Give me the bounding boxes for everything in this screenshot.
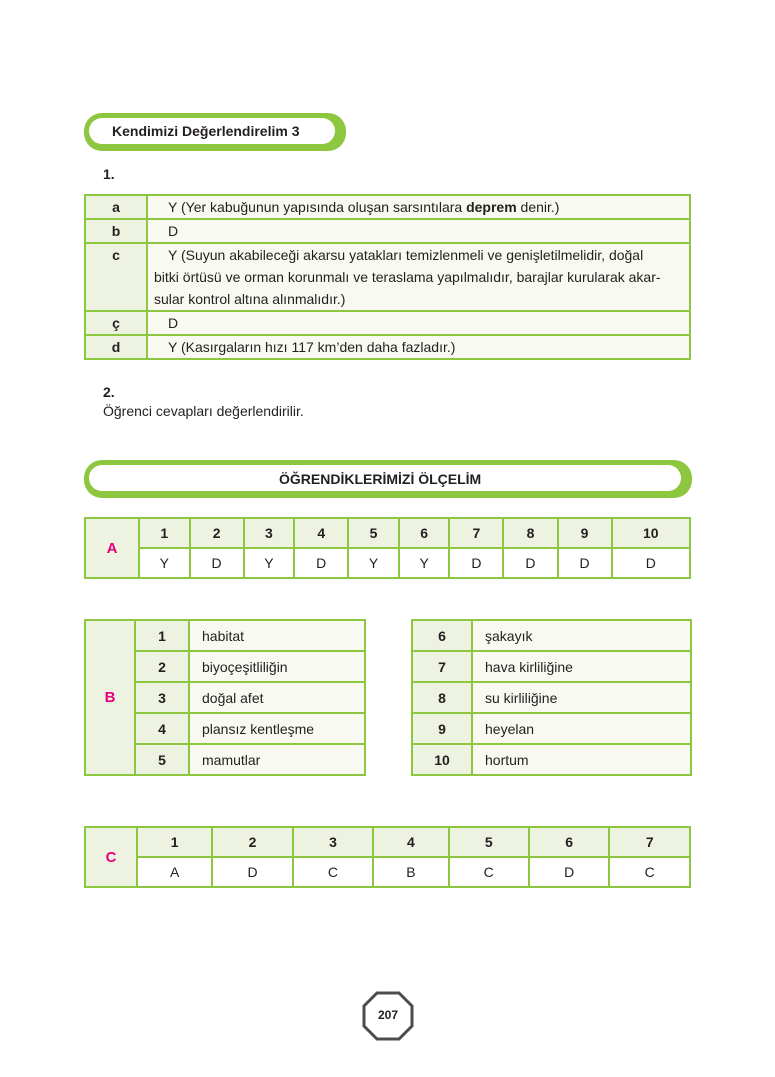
row-label: b (85, 219, 147, 243)
item-number: 10 (412, 744, 472, 775)
table-row (85, 857, 690, 887)
answer-cell: B (373, 857, 448, 887)
item-answer: plansız kentleşme (189, 713, 365, 744)
item-answer: şakayık (472, 620, 691, 651)
part-label: A (85, 518, 139, 578)
question-number-cell: 5 (348, 518, 399, 548)
row-label: d (85, 335, 147, 359)
answer-cell: Y (244, 548, 295, 578)
answer-cell: D (190, 548, 244, 578)
item-number: 9 (412, 713, 472, 744)
table-row (85, 219, 690, 243)
item-number: 1 (135, 620, 189, 651)
question-number-cell: 3 (293, 827, 373, 857)
table-row (85, 335, 690, 359)
question-number-cell: 1 (137, 827, 212, 857)
section-title: ÖĞRENDİKLERİMİZİ ÖLÇELİM (279, 471, 482, 487)
question-number-cell: 4 (294, 518, 348, 548)
section-title-pill (84, 113, 346, 151)
answer-cell: Y (348, 548, 399, 578)
row-label: a (85, 195, 147, 219)
table-row (412, 620, 691, 651)
answer-grid-a (84, 517, 691, 579)
section-title: Kendimizi Değerlendirelim 3 (112, 123, 300, 139)
item-answer: hava kirliliğine (472, 651, 691, 682)
answer-cell: C (609, 857, 690, 887)
item-number: 7 (412, 651, 472, 682)
answer-cell: D (612, 548, 690, 578)
question-number-cell: 6 (399, 518, 450, 548)
part-label: B (85, 620, 135, 775)
page-number: 207 (377, 1008, 399, 1022)
answer-cell: D (558, 548, 612, 578)
table-row (412, 651, 691, 682)
item-answer: mamutlar (189, 744, 365, 775)
table-row (412, 713, 691, 744)
item-answer: heyelan (472, 713, 691, 744)
question-number-cell: 8 (503, 518, 557, 548)
answer-cell: Y (139, 548, 190, 578)
row-label: c (85, 243, 147, 311)
table-row (85, 518, 690, 548)
page-number-badge (362, 991, 414, 1041)
item-number: 6 (412, 620, 472, 651)
item-answer: su kirliliğine (472, 682, 691, 713)
item-answer: biyoçeşitliliğin (189, 651, 365, 682)
question-number-cell: 4 (373, 827, 448, 857)
item-answer: hortum (472, 744, 691, 775)
question-answer-text: Öğrenci cevapları değerlendirilir. (103, 403, 304, 419)
item-number: 3 (135, 682, 189, 713)
item-answer: doğal afet (189, 682, 365, 713)
question-number-cell: 3 (244, 518, 295, 548)
table-row (85, 243, 690, 311)
row-answer: Y (Suyun akabileceği akarsu yatakları temizlenmeli ve genişletilmelidir, doğal bitki örtüsü ve orman korunmalı ve teraslama yapılmalıdır, barajlar kurularak akar- sular kontrol altına alınmalıdır.) (147, 243, 690, 311)
section-title-pill (84, 460, 692, 498)
table-row (412, 744, 691, 775)
row-answer: D (147, 219, 690, 243)
answer-cell: D (503, 548, 557, 578)
question-number-cell: 10 (612, 518, 690, 548)
item-answer: habitat (189, 620, 365, 651)
answer-cell: D (294, 548, 348, 578)
item-number: 5 (135, 744, 189, 775)
answer-cell: A (137, 857, 212, 887)
answer-cell: C (449, 857, 529, 887)
question-number-cell: 7 (449, 518, 503, 548)
table-row (85, 195, 690, 219)
question-number: 2. (103, 384, 115, 400)
item-number: 4 (135, 713, 189, 744)
table-row (85, 548, 690, 578)
question-number-cell: 1 (139, 518, 190, 548)
answer-cell: D (529, 857, 609, 887)
row-answer: Y (Kasırgaların hızı 117 km’den daha fazladır.) (147, 335, 690, 359)
matching-table-left (84, 619, 366, 776)
table-row (412, 682, 691, 713)
answer-cell: Y (399, 548, 450, 578)
item-number: 2 (135, 651, 189, 682)
question-number-cell: 7 (609, 827, 690, 857)
answer-grid-c (84, 826, 691, 888)
answer-table-q1 (84, 194, 691, 360)
question-number-cell: 9 (558, 518, 612, 548)
row-answer: Y (Yer kabuğunun yapısında oluşan sarsıntılara deprem denir.) (147, 195, 690, 219)
question-number-cell: 5 (449, 827, 529, 857)
answer-cell: C (293, 857, 373, 887)
table-row (85, 311, 690, 335)
question-number-cell: 2 (190, 518, 244, 548)
table-row (85, 827, 690, 857)
question-number-cell: 2 (212, 827, 292, 857)
part-label: C (85, 827, 137, 887)
table-row (85, 620, 365, 651)
question-number-cell: 6 (529, 827, 609, 857)
matching-table-right (411, 619, 692, 776)
item-number: 8 (412, 682, 472, 713)
row-answer: D (147, 311, 690, 335)
row-label: ç (85, 311, 147, 335)
answer-cell: D (212, 857, 292, 887)
question-number: 1. (103, 166, 115, 182)
answer-cell: D (449, 548, 503, 578)
